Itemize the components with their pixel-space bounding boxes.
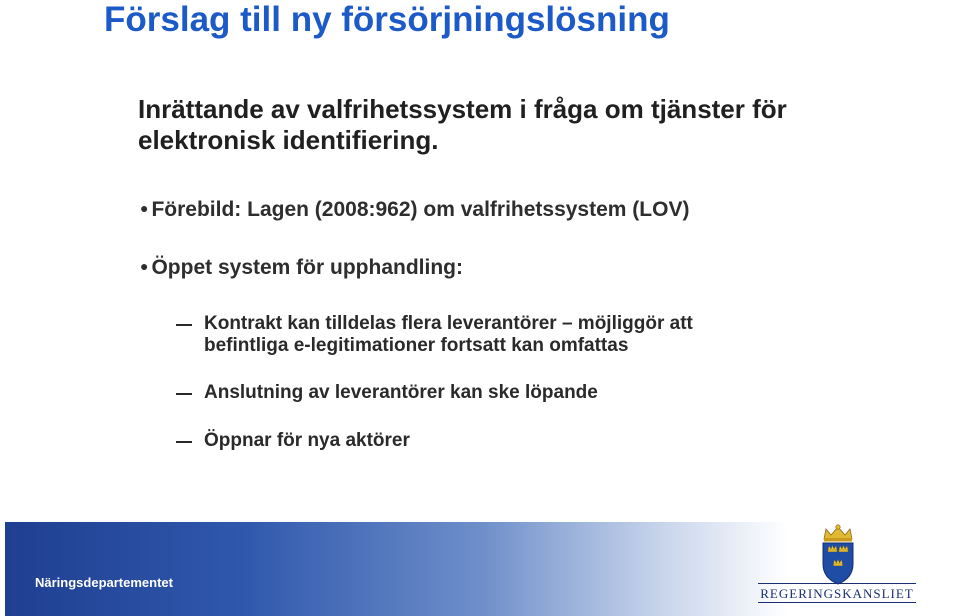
- department-name: Näringsdepartementet: [35, 575, 173, 590]
- sub-bullet-line: Kontrakt kan tilldelas flera leverantörer – möjliggör att: [204, 313, 693, 334]
- coat-of-arms-icon: [800, 524, 876, 586]
- dash-icon: [176, 393, 192, 395]
- bullet-text: Förebild: Lagen (2008:962) om valfrihetssystem (LOV): [151, 198, 690, 221]
- bullet-dot-icon: ●: [140, 258, 149, 274]
- logo-text: REGERINGSKANSLIET: [760, 586, 914, 601]
- logo-rule-top: [758, 583, 916, 584]
- sub-bullet-text: Öppnar för nya aktörer: [204, 430, 410, 451]
- bullet-text: Öppet system för upphandling:: [151, 256, 463, 279]
- dash-icon: [176, 441, 192, 443]
- slide-subtitle: Inrättande av valfrihetssystem i fråga om tjänster för elektronisk identifiering.: [138, 94, 787, 155]
- sub-bullet-line: befintliga e-legitimationer fortsatt kan omfattas: [204, 335, 629, 356]
- logo-rule-bottom: [758, 602, 916, 603]
- slide-title: Förslag till ny försörjningslösning: [104, 0, 670, 39]
- sub-bullet-text: Anslutning av leverantörer kan ske löpande: [204, 382, 598, 403]
- dash-icon: [176, 324, 192, 326]
- bullet-item: [140, 195, 689, 223]
- bullet-dot-icon: ●: [140, 200, 149, 216]
- sub-bullet-text: [204, 313, 693, 357]
- bullet-item: [140, 253, 463, 281]
